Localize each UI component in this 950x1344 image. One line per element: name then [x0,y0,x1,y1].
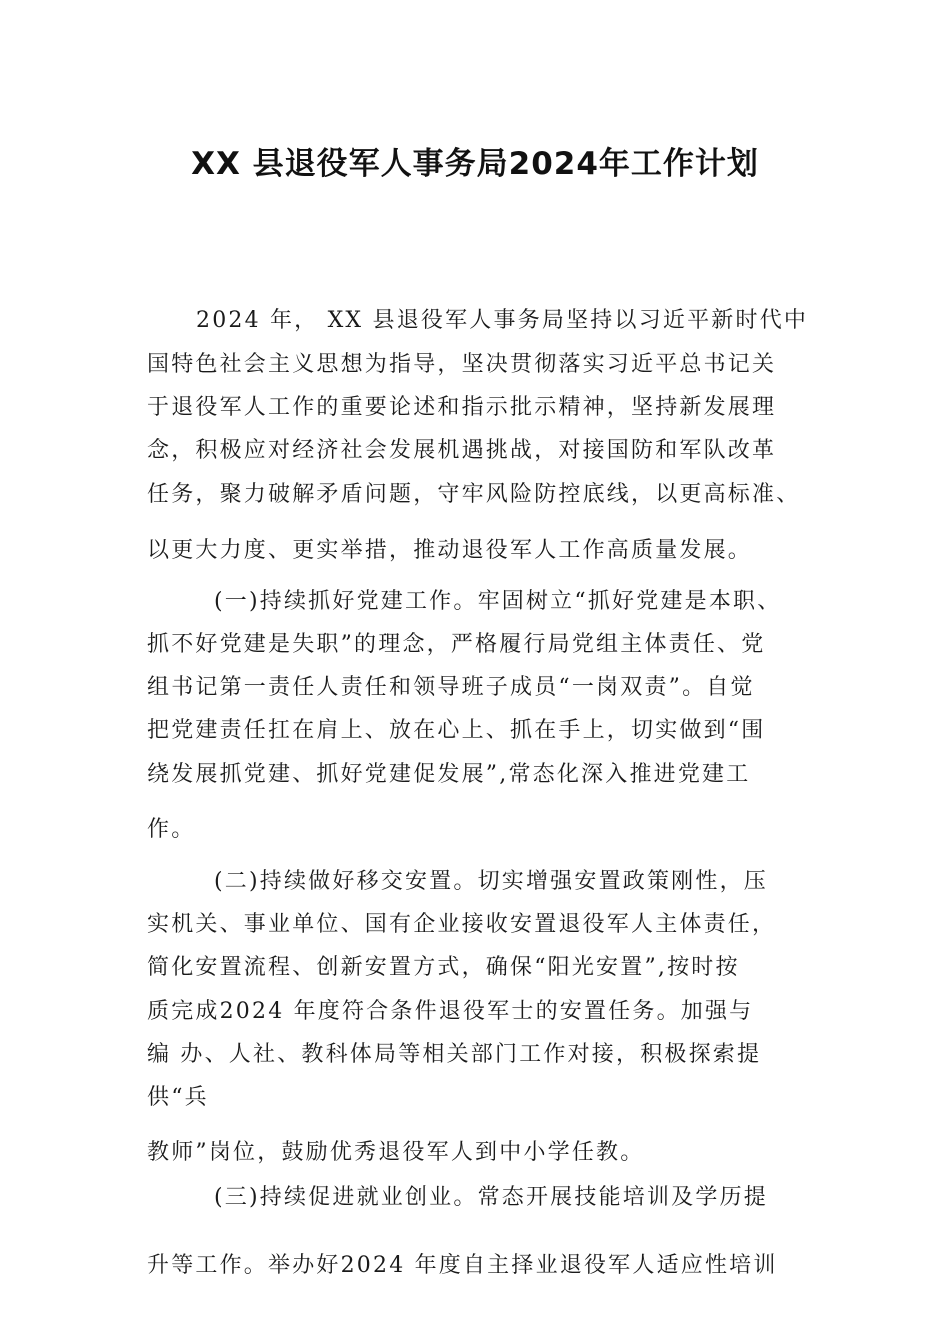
document-title: XX 县退役军人事务局2024年工作计划 [191,146,759,182]
body-line: 国特色社会主义思想为指导，坚决贯彻落实习近平总书记关 [147,352,777,377]
body-line: 绕发展抓党建、抓好党建促发展”,常态化深入推进党建工 [147,762,751,787]
body-line: 质完成2024 年度符合条件退役军士的安置任务。加强与 [147,999,754,1024]
body-line: 简化安置流程、创新安置方式，确保“阳光安置”,按时按 [147,955,740,980]
body-line: 升等工作。举办好2024 年度自主择业退役军人适应性培训 [147,1253,778,1278]
body-line: 任务，聚力破解矛盾问题，守牢风险防控底线，以更高标准、 [147,482,801,507]
body-line: 组书记第一责任人责任和领导班子成员“一岗双责”。自觉 [147,675,755,700]
body-line: 抓不好党建是失职”的理念，严格履行局党组主体责任、党 [147,632,766,657]
body-line: 念，积极应对经济社会发展机遇挑战，对接国防和军队改革 [147,438,777,463]
body-line: 于退役军人工作的重要论述和指示批示精神，坚持新发展理 [147,395,777,420]
body-line: 以更大力度、更实举措，推动退役军人工作高质量发展。 [147,538,753,563]
body-line: 教师”岗位，鼓励优秀退役军人到中小学任教。 [147,1140,645,1165]
body-line: 供“兵 [147,1085,209,1110]
body-line: 编 办、人社、教科体局等相关部门工作对接，积极探索提 [147,1042,762,1067]
body-line: 作。 [147,817,196,842]
body-line: 2024 年， XX 县退役军人事务局坚持以习近平新时代中 [196,308,809,333]
body-line: 实机关、事业单位、国有企业接收安置退役军人主体责任， [147,912,777,937]
section-heading-line: (二)持续做好移交安置。切实增强安置政策刚性，压 [214,869,768,894]
section-heading-line: (三)持续促进就业创业。常态开展技能培训及学历提 [214,1185,768,1210]
section-heading-line: (一)持续抓好党建工作。牢固树立“抓好党建是本职、 [214,589,782,614]
body-line: 把党建责任扛在肩上、放在心上、抓在手上，切实做到“围 [147,718,766,743]
